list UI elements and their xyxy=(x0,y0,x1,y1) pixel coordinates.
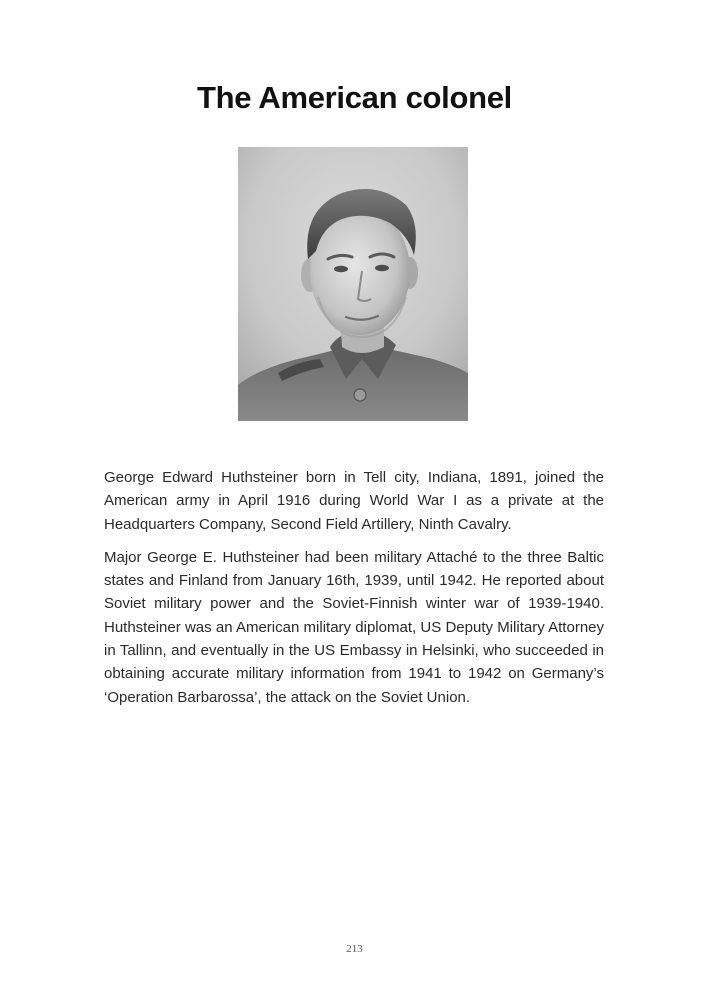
paragraph-attache-career: Major George E. Huthsteiner had been military Attaché to the three Baltic states and Finland from January 16th, 1939, until 1942. He reported about Soviet military power and the Soviet-Finnish winter war of 1939-1940. Huthsteiner was an American military diplomat, US Deputy Military Attorney in Tallinn, and eventually in the US Embassy in Helsinki, who succeeded in obtaining accurate military information from 1941 to 1942 on Germany’s ‘Operation Barbarossa’, the attack on the Soviet Union. xyxy=(104,548,604,706)
portrait-photo xyxy=(238,147,468,421)
page-title: The American colonel xyxy=(197,80,512,115)
article-body xyxy=(104,466,604,719)
paragraph-biography: George Edward Huthsteiner born in Tell city, Indiana, 1891, joined the American army in April 1916 during World War I as a private at the Headquarters Company, Second Field Artillery, Ninth Cavalry. xyxy=(104,469,604,533)
page-number: 213 xyxy=(346,943,363,955)
